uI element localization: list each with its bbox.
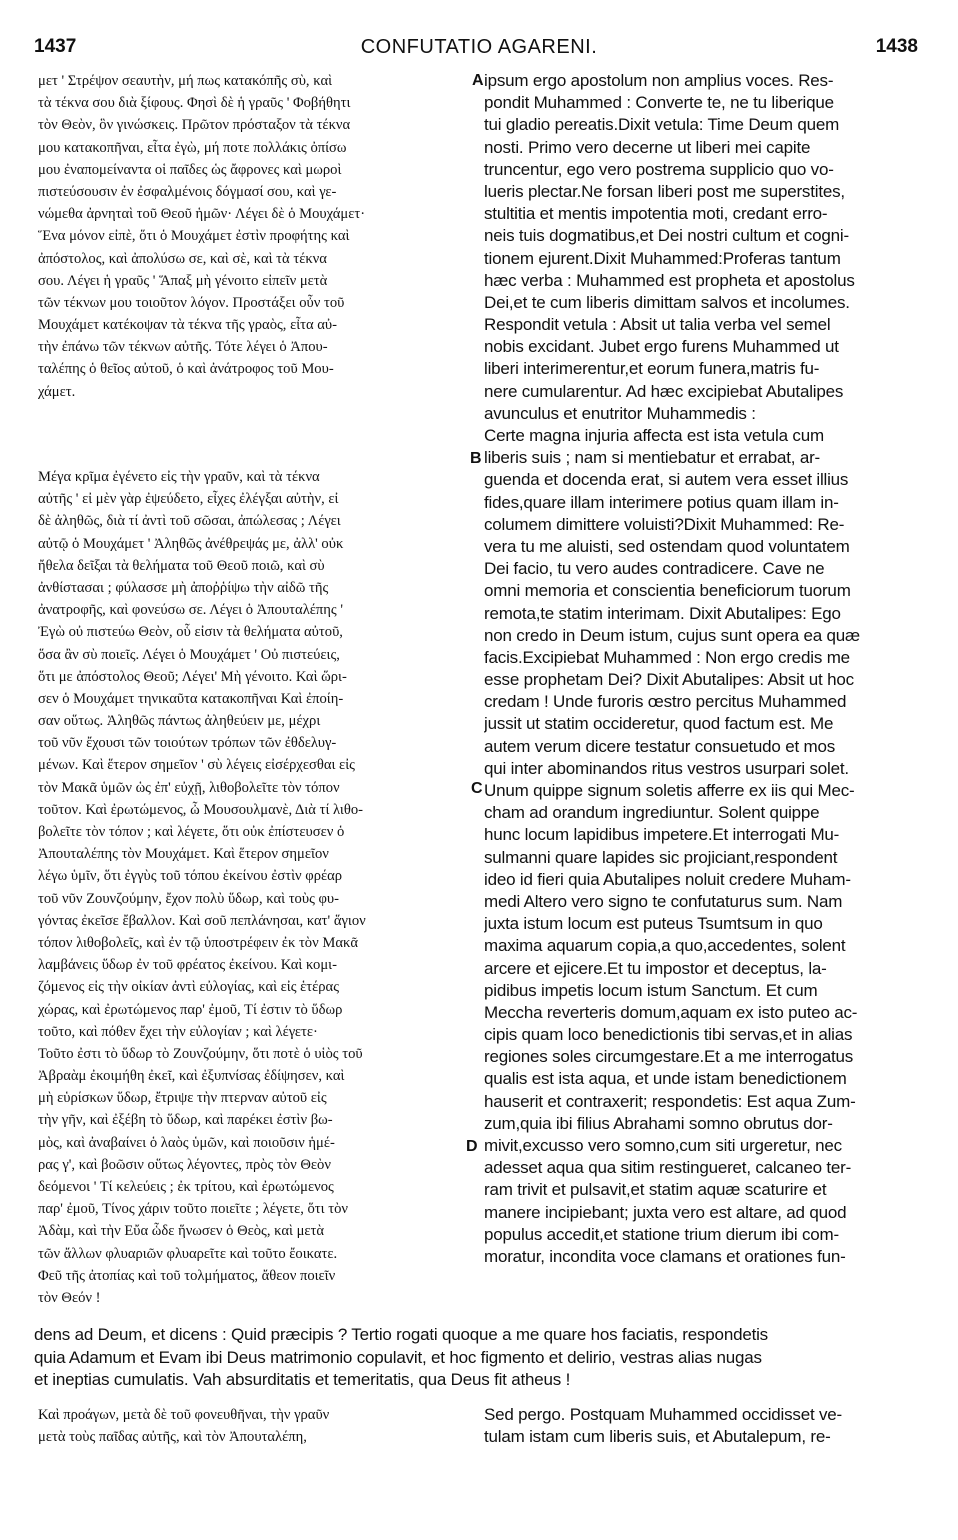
latin-text-line: truncentur, ego vero postrema supplicio quo vo- <box>484 159 834 179</box>
greek-text-line: τόπον λιθοβολεῖς, καὶ ἐν τῷ ὑποστρέφειν ἐκ τὸν Μακᾶ <box>38 934 358 951</box>
greek-text-line: τὸν Θεόν ! <box>38 1289 101 1306</box>
greek-text-line: τὸν Μακᾶ ὑμῶν ὡς ἐπ' εὐχῇ, λιθοβολεῖτε τὸν τόπον <box>38 779 340 796</box>
latin-text-line: arcere et ejicere.Et tu impostor et deceptus, la- <box>484 958 827 978</box>
latin-text-line: Sed pergo. Postquam Muhammed occidisset ve- <box>484 1405 843 1424</box>
greek-text-line: τὸν Θεὸν, ὃν γινώσκεις. Πρῶτον πρόσταξον τὰ τέκνα <box>38 117 351 134</box>
greek-text-line: Φεῦ τῆς ἀτοπίας καὶ τοῦ τολμήματος, ἄθεον ποιεῖν <box>38 1267 336 1284</box>
latin-text-line: manere incipiebant; juxta vero est altare, ad quod <box>484 1202 847 1222</box>
greek-text-line: μὸς, καὶ ἀναβαίνει ὁ λαὸς ὑμῶν, καὶ ποιοῦσιν ἡμέ- <box>38 1134 335 1151</box>
latin-text-line: nere cumularentur. Ad hæc excipiebat Abutalipes <box>484 381 844 401</box>
page-header <box>0 36 958 66</box>
latin-text-line: esse prophetam Dei? Dixit Abutalipes: Absit ut hoc <box>484 670 854 690</box>
latin-text-line: pidibus impetis locum istum Sanctum. Et cum <box>484 980 818 1000</box>
latin-text-line: liberi interimerentur,et eorum funera,matris fu- <box>484 359 820 379</box>
latin-text-line: tulam istam cum liberis suis, et Abutalepum, re- <box>484 1427 831 1447</box>
latin-text-line: hunc locum lapidibus impetere.Et interrogati Mu- <box>484 825 840 845</box>
greek-text-line: ὅτι με ἀπόστολος Θεοῦ; Λέγει' Μὴ γένοιτο. Καὶ ὥρι- <box>38 668 347 685</box>
greek-text-line: ἤθελα δεῖξαι τὰ θελήματα τοῦ Θεοῦ ποιῶ, καὶ σὺ <box>38 557 325 574</box>
latin-text-line: credam ! Unde furoris œstro percitus Muhammed <box>484 692 847 712</box>
latin-column-bottom <box>484 1404 920 1448</box>
greek-text-line: τὴν ἐπάνω τῶν τέκνων αὐτῆς. Τότε λέγει ὁ Ἀπου- <box>38 339 328 356</box>
full-width-latin-lines <box>34 1324 924 1392</box>
greek-text-line: ρας γ', καὶ βοῶσιν οὕτως λέγοντες, πρὸς τὸν Θεὸν <box>38 1156 331 1173</box>
latin-text-line: juxta istum locum est puteus Tsumtsum in quo <box>484 914 823 934</box>
latin-text-line: nosti. Primo vero decerne ut liberi mei capite <box>484 137 811 157</box>
greek-text-line: σαν οὕτως. Ἀληθῶς πάντως ἀληθεύειν με, μέχρι <box>38 713 321 730</box>
latin-text-line: autem verum dicere testatur consuetudo et mos <box>484 736 836 756</box>
greek-text-line: Ἐγὼ οὐ πιστεύω Θεὸν, οὗ εἰσιν τὰ θελήματα αὐτοῦ, <box>38 624 343 641</box>
greek-text-line: Μέγα κρῖμα ἐγένετο εἰς τὴν γραῦν, καὶ τὰ τέκνα <box>38 469 320 485</box>
greek-text-line: βολεῖτε τὸν τόπον ; καὶ λέγετε, ὅτι οὐκ ἐπίστευσεν ὁ <box>38 824 345 840</box>
greek-text-line: ἀνθίστασαι ; φύλασσε μὴ ἀποῤῥίψω τὴν αἰδῶ τῆς <box>38 579 329 596</box>
latin-text-line: maxima aquarum copia,a quo,accedentes, solent <box>484 936 846 956</box>
latin-text-line: cipis quam loco benedictionis tibi servas,et in alias <box>484 1025 853 1045</box>
greek-text-line: νώμεθα ἀρνηταὶ τοῦ Θεοῦ ἡμῶν· Λέγει δὲ ὁ Μουχάμετ· <box>38 206 366 223</box>
greek-text-line: τὰ τέκνα σου διὰ ξίφους. Φησὶ δὲ ἡ γραῦς ' Φοβήθητι <box>38 95 351 112</box>
greek-text-line: ταλέπης ὁ θεῖος αὐτοῦ, ὁ καὶ ἀνάτροφος τοῦ Μου- <box>38 361 334 378</box>
latin-text-line: lueris plectar.Ne forsan liberi post me superstites, <box>484 181 845 201</box>
latin-text-line: omni memoria et conscientia beneficiorum tuorum <box>484 581 851 601</box>
latin-text-line: Unum quippe signum soletis afferre ex iis qui Mec- <box>484 781 855 800</box>
greek-text-line: Ἀπουταλέπης τὸν Μουχάμετ. Καὶ ἕτερον σημεῖον <box>38 846 329 863</box>
greek-column-block-1 <box>38 70 472 403</box>
latin-text-line: Respondit vetula : Absit ut talia verba vel semel <box>484 315 831 335</box>
latin-text-line: nobis excidant. Jubet ergo furens Muhammed ut <box>484 337 839 357</box>
greek-text-line: Ἀβραὰμ ἐκοιμήθη ἐκεῖ, καὶ ἐξυπνίσας ἐδίψησεν, καὶ <box>38 1068 345 1085</box>
greek-text-line: τῶν τέκνων μου τοιοῦτον λόγον. Προστάξει οὖν τοῦ <box>38 294 345 311</box>
greek-text-line: μου ἐναπομείναντα οἱ παῖδες ὡς ἄφρονες καὶ μωροὶ <box>38 161 342 178</box>
latin-text-line: guenda et docenda erat, si autem vera esset illius <box>484 470 849 490</box>
greek-text-line: Ἀδὰμ, καὶ τὴν Εὔα ὧδε ἥνωσεν ὁ Θεὸς, καὶ μετὰ <box>38 1223 325 1240</box>
greek-text-line: τοῦτο, καὶ πόθεν ἔχει τὴν εὐλογίαν ; καὶ λέγετε· <box>38 1023 318 1040</box>
greek-text-line: δεόμενοι ' Τί κελεύεις ; ἐκ τρίτου, καὶ ἐρωτώμενος <box>38 1179 334 1195</box>
latin-text-line: regiones soles circumgestare.Et a me interrogatus <box>484 1047 854 1067</box>
latin-text-line: non credo in Deum istum, cujus sunt opera ea quæ <box>484 625 860 645</box>
latin-text-line: fides,quare illam interimere potius quam illam in- <box>484 492 839 512</box>
latin-text-line: medi Altero vero signo te confutaturus sum. Nam <box>484 891 843 911</box>
latin-text-line: columem dimittere voluisti?Dixit Muhammed: Re- <box>484 514 845 534</box>
latin-text-line: ideo id fieri quia Abutalipes noluit credere Muham- <box>484 869 851 889</box>
greek-text-line: Μουχάμετ κατέκοψαν τὰ τέκνα τῆς γραὸς, εἶτα αὐ- <box>38 317 338 334</box>
latin-text-line: populus accedit,et statione trium dierum ibi com- <box>484 1224 839 1244</box>
latin-column <box>484 70 920 1268</box>
latin-text-line: qualis est ista aqua, et unde istam benedictionem <box>484 1069 847 1089</box>
page-number-left: 1437 <box>34 36 77 57</box>
latin-text-line: tui gladio pereatis.Dixit vetula: Time Deum quem <box>484 115 840 135</box>
latin-text-line: hauserit et contraxerit; respondetis: Est aqua Zum- <box>484 1091 856 1111</box>
greek-text-line: Τοῦτο ἐστι τὸ ὕδωρ τὸ Ζουνζούμην, ὅτι ποτὲ ὁ υἱὸς τοῦ <box>38 1045 363 1062</box>
greek-text-line: μὴ εὑρίσκων ὕδωρ, ἔτριψε τὴν πτερναν αὐτοῦ εἰς <box>38 1090 327 1107</box>
latin-text-line: ram trivit et pulsavit,et statim aquæ scaturire et <box>484 1180 827 1200</box>
latin-text-line: zum,quia ibi filius Abrahami somno obrutus dor- <box>484 1113 833 1133</box>
section-marker-b: B <box>470 450 482 467</box>
running-title: CONFUTATIO AGARENI. <box>360 36 598 58</box>
latin-text-line: avunculus et enutritor Muhammedis : <box>484 403 756 423</box>
latin-text-line: cham ad orandum ingrediuntur. Solent quippe <box>484 803 820 823</box>
latin-text-line: facis.Excipiebat Muhammed : Non ergo credis me <box>484 647 850 667</box>
section-marker-d: D <box>466 1138 478 1155</box>
greek-text-line: ζόμενος εἰς τὴν οἰκίαν ἀντὶ εὐλογίας, καὶ εἰς ἑτέρας <box>38 979 339 996</box>
latin-text-line: stultitia et mentis impotentia moti, credant erro- <box>484 204 828 224</box>
greek-column-block-2 <box>38 466 472 1309</box>
greek-text-line: λέγω ὑμῖν, ὅτι ἐγγὺς τοῦ τόπου ἐκείνου ἐστὶν φρέαρ <box>38 868 343 885</box>
latin-text-line: vera tu me aluisti, sed ostendam quod voluntatem <box>484 536 850 556</box>
latin-text-line: adesset aqua qua sitim restingueret, calcaneo ter- <box>484 1158 852 1178</box>
greek-text-line: μένων. Καὶ ἕτερον σημεῖον ' σὺ λέγεις εἰσέρχεσθαι εἰς <box>38 757 355 774</box>
greek-text-line: ὅσα ἂν σὺ ποιεῖς. Λέγει ὁ Μουχάμετ ' Οὐ πιστεύεις, <box>38 646 340 663</box>
greek-column-bottom <box>38 1404 472 1448</box>
latin-text-line: tionem ejurent.Dixit Muhammed:Proferas tantum <box>484 248 841 268</box>
latin-text-line: remota,te statim interimam. Dixit Abutalipes: Ego <box>484 603 841 623</box>
latin-text-line: Dei facio, tu vero audes contradicere. Cave ne <box>484 559 825 579</box>
greek-text-line: χάμετ. <box>38 383 76 400</box>
greek-text-line: τοῦτον. Καὶ ἐρωτώμενος, ὦ Μουσουλμανὲ, Διὰ τί λιθο- <box>38 801 363 818</box>
latin-text-line: et ineptias cumulatis. Vah absurditatis et temeritatis, qua Deus fit atheus ! <box>34 1370 571 1389</box>
greek-text-line: Καὶ προάγων, μετὰ δὲ τοῦ φονευθῆναι, τὴν γραῦν <box>38 1407 330 1423</box>
page-number-right: 1438 <box>875 36 918 57</box>
greek-text-line: σεν ὁ Μουχάμετ τηνικαῦτα κατακοπῆναι Καὶ ἐποίη- <box>38 690 344 707</box>
greek-text-line: τὴν γῆν, καὶ ἐξέβη τὸ ὕδωρ, καὶ παρέκει ἐστὶν βω- <box>38 1112 333 1129</box>
greek-text-line: μου κατακοπῆναι, εἶτα ἐγὼ, μή ποτε πολλάκις ὀπίσω <box>38 139 347 156</box>
greek-text-line: πιστεύσουσιν ἐν ἐσφαλμένοις δόγμασί σου, καὶ γε- <box>38 183 337 200</box>
greek-text-line: χώρας, καὶ ἐρωτώμενος παρ' ἐμοῦ, Τί ἐστιν τὸ ὕδωρ <box>38 1001 343 1018</box>
greek-text-line: τῶν ἄλλων φλυαριῶν φλυαρεῖτε καὶ τοῦτο ἔοικατε. <box>38 1245 338 1262</box>
greek-text-line: τοῦ νῦν ἔχουσι τῶν τοιούτων τρόπων τῶν ἐθδελυγ- <box>38 735 337 752</box>
latin-text-line: quia Adamum et Evam ibi Deus matrimonio copulavit, et hoc figmento et delirio, vestras alias nugas <box>34 1347 762 1367</box>
greek-text-line: ἀπόστολος, καὶ ἀπολύσω σε, καὶ σὲ, καὶ τὰ τέκνα <box>38 250 327 267</box>
greek-text-line: δὲ ἀληθῶς, διὰ τί ἀντὶ τοῦ σῶσαι, ἀπώλεσας ; Λέγει <box>38 513 341 530</box>
greek-text-line: ἀνατροφῆς, καὶ φονεύσω σε. Λέγει ὁ Ἀπουταλέπης ' <box>38 602 343 619</box>
greek-text-line: Ἕνα μόνον εἰπὲ, ὅτι ὁ Μουχάμετ ἐστὶν προφήτης καὶ <box>38 228 350 245</box>
greek-text-line: λαμβάνεις ὕδωρ ἐν τοῦ φρέατος ἐκείνου. Καὶ κομι- <box>38 957 337 974</box>
latin-text-line: jussit ut statim occideretur, quod factum est. Me <box>484 714 834 734</box>
section-marker-a: A <box>472 72 484 89</box>
latin-text-line: qui inter abominandos ritus vestros usurpari solet. <box>484 758 849 778</box>
latin-text-line: Certe magna injuria affecta est ista vetula cum <box>484 426 824 445</box>
latin-text-line: neis tuis dogmatibus,et Dei nostri cultum et cogni- <box>484 226 849 246</box>
latin-text-line: liberis suis ; nam si mentiebatur et errabat, ar- <box>484 448 821 468</box>
greek-text-line: τοῦ νῦν Ζουνζούμην, ἔχον πολὺ ὕδωρ, καὶ τοὺς φυ- <box>38 890 340 907</box>
greek-text-line: γόντας ἐκεῖσε ἔβαλλον. Καὶ σοῦ πεπλάνησαι, κατ' ἅγιον <box>38 912 366 929</box>
greek-text-line: σου. Λέγει ἡ γραῦς ' Ἅπαξ μὴ γένοιτο εἰπεῖν μετὰ <box>38 272 328 289</box>
latin-text-line: dens ad Deum, et dicens : Quid præcipis ? Tertio rogati quoque a me quare hos faciatis, respondetis <box>34 1325 768 1344</box>
latin-text-line: sulmanni quare lapides sic projiciant,respondent <box>484 847 838 867</box>
greek-text-line: μετὰ τοὺς παῖδας αὐτῆς, καὶ τὸν Ἀπουταλέπη, <box>38 1429 307 1446</box>
latin-text-line: moratur, incondita voce clamans et orationes fun- <box>484 1246 846 1266</box>
section-marker-c: C <box>471 780 483 797</box>
latin-text-line: ipsum ergo apostolum non amplius voces. Res- <box>484 71 834 90</box>
latin-text-line: Dei,et te cum liberis dimittam salvos et incolumes. <box>484 292 850 312</box>
latin-text-line: pondit Muhammed : Converte te, ne tu liberique <box>484 93 834 113</box>
greek-text-line: αὐτῆς ' εἰ μὲν γὰρ ἐψεύδετο, εἶχες ἐλέγξαι αὐτὴν, εἰ <box>38 491 339 508</box>
greek-text-line: αὐτῷ ὁ Μουχάμετ ' Ἀληθῶς ἀνέθρεψάς με, ἀλλ' οὐκ <box>38 535 344 552</box>
latin-text-line: hæc verba : Muhammed est propheta et apostolus <box>484 270 855 290</box>
latin-text-line: mivit,excusso vero somno,cum siti urgeretur, nec <box>484 1136 842 1155</box>
greek-text-line: παρ' ἐμοῦ, Τίνος χάριν τοῦτο ποιεῖτε ; λέγετε, ὅτι τὸν <box>38 1201 349 1218</box>
latin-text-line: Meccha reverteris domum,aquam ex isto puteo ac- <box>484 1002 858 1022</box>
greek-text-line: μετ ' Στρέψον σεαυτὴν, μή πως κατακόπῆς σὺ, καὶ <box>38 73 333 89</box>
